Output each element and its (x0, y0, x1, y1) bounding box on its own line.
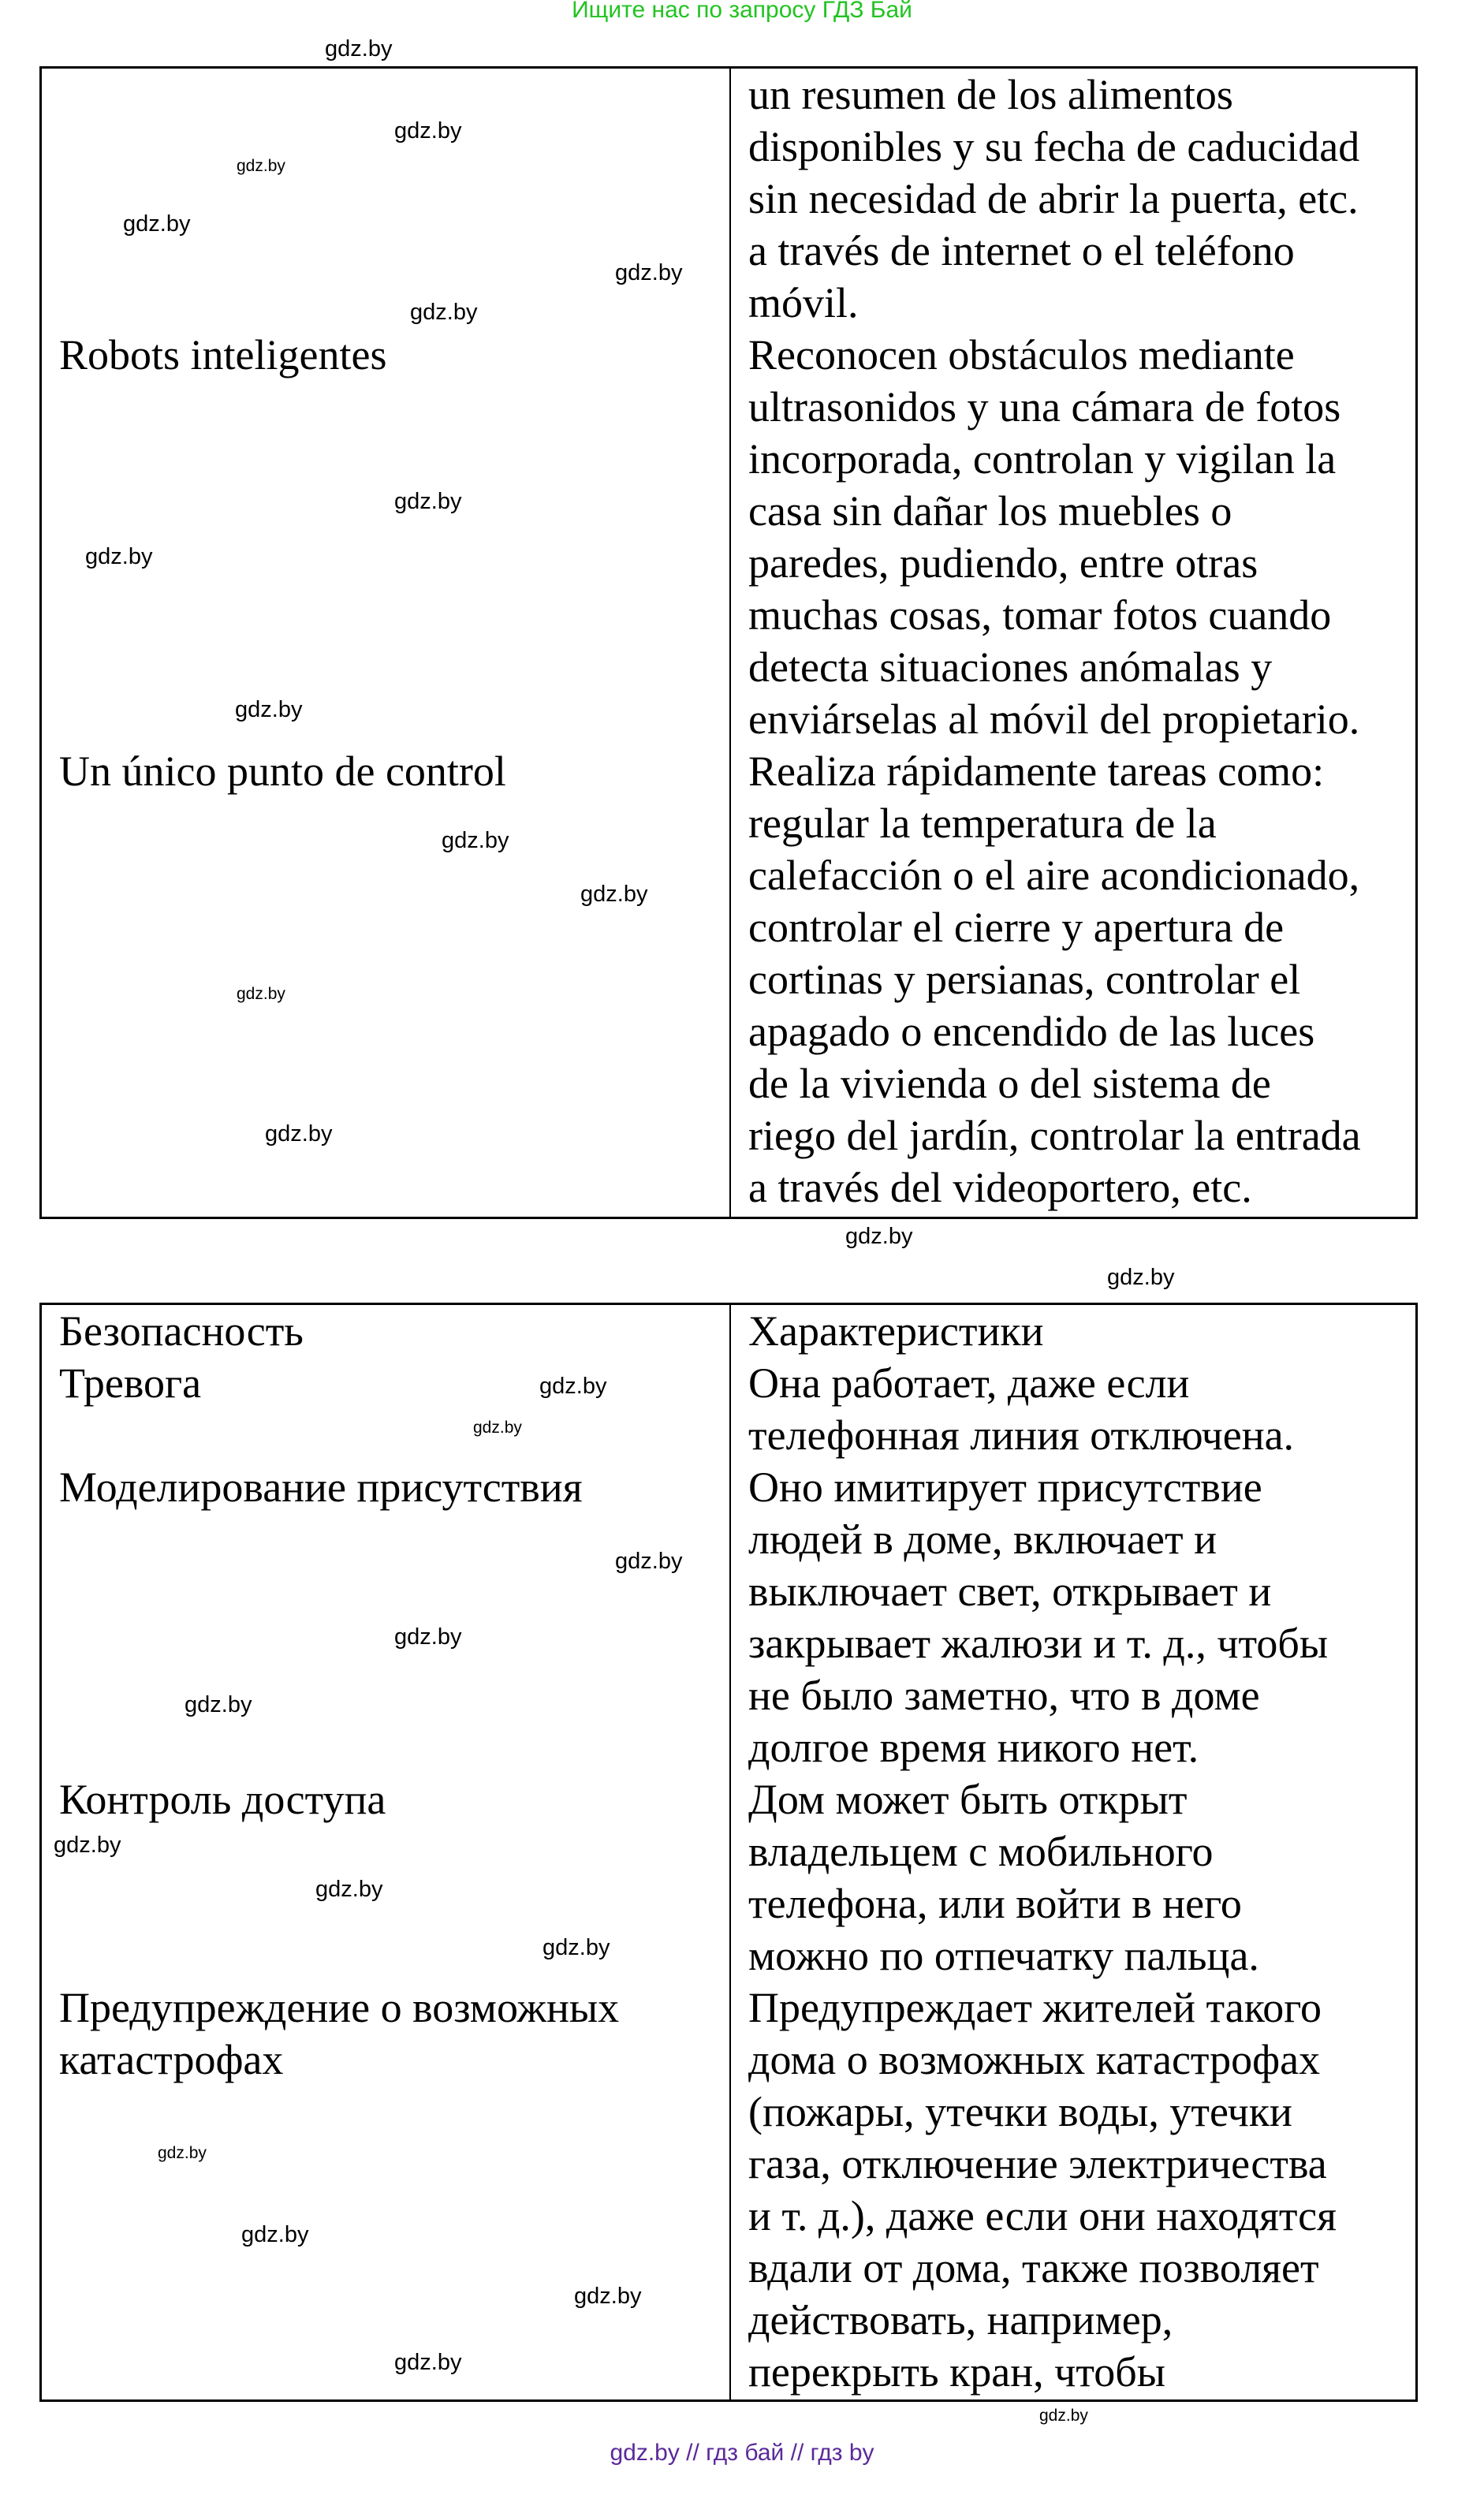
cell-left-line: катастрофах (59, 2036, 284, 2083)
cell-right-line: Характеристики (748, 1307, 1044, 1355)
watermark: gdz.by (265, 1121, 333, 1147)
footer-links[interactable]: gdz.by // гдз бай // гдз by (610, 2440, 874, 2466)
cell-right-line: Оно имитирует присутствие (748, 1464, 1262, 1511)
cell-left-line: Безопасность (59, 1307, 304, 1355)
watermark: gdz.by (615, 260, 683, 285)
watermark: gdz.by (241, 2222, 309, 2247)
cell-right-line: действовать, например, (748, 2296, 1173, 2344)
cell-right-line: людей в доме, включает и (748, 1516, 1217, 1563)
cell-right-line: Дом может быть открыт (748, 1776, 1188, 1823)
cell-right-line: cortinas y persianas, controlar el (748, 956, 1301, 1003)
cell-right-line: casa sin dañar los muebles o (748, 487, 1232, 535)
spanish-features-table (39, 66, 1418, 1219)
watermark: gdz.by (615, 1549, 683, 1574)
watermark: gdz.by (473, 1419, 522, 1437)
watermark: gdz.by (394, 118, 462, 144)
cell-left-line: Un único punto de control (59, 748, 506, 795)
watermark: gdz.by (1107, 1265, 1175, 1290)
cell-right-line: incorporada, controlan y vigilan la (748, 435, 1337, 483)
watermark: gdz.by (394, 1624, 462, 1650)
cell-right-line: de la vivienda o del sistema de (748, 1060, 1271, 1107)
cell-left-line: Тревога (59, 1359, 202, 1407)
cell-right-line: móvil. (748, 279, 859, 326)
cell-left-line: Контроль доступа (59, 1776, 386, 1823)
cell-right-line: Она работает, даже если (748, 1359, 1190, 1407)
cell-right-line: выключает свет, открывает и (748, 1568, 1272, 1615)
cell-right-line: sin necesidad de abrir la puerta, etc. (748, 175, 1359, 222)
watermark: gdz.by (325, 36, 393, 62)
cell-right-line: disponibles y su fecha de caducidad (748, 123, 1360, 170)
watermark: gdz.by (543, 1935, 610, 1960)
column-divider (729, 1305, 731, 2399)
column-divider (729, 69, 731, 1217)
cell-right-line: закрывает жалюзи и т. д., чтобы (748, 1620, 1329, 1667)
cell-right-line: не было заметно, что в доме (748, 1672, 1260, 1719)
cell-right-line: muchas cosas, tomar fotos cuando (748, 591, 1332, 639)
cell-right-line: вдали от дома, также позволяет (748, 2244, 1319, 2291)
cell-right-line: (пожары, утечки воды, утечки (748, 2088, 1292, 2135)
watermark: gdz.by (54, 1833, 121, 1858)
cell-right-line: ultrasonidos y una cámara de fotos (748, 383, 1341, 431)
promo-header: Ищите нас по запросу ГДЗ Бай (572, 0, 912, 23)
watermark: gdz.by (315, 1877, 383, 1902)
cell-right-line: Reconocen obstáculos mediante (748, 331, 1295, 378)
watermark: gdz.by (845, 1224, 913, 1249)
watermark: gdz.by (1039, 2407, 1088, 2425)
watermark: gdz.by (442, 828, 509, 853)
cell-left-line: Предупреждение о возможных (59, 1984, 620, 2031)
cell-right-line: regular la temperatura de la (748, 800, 1217, 847)
cell-right-line: detecta situaciones anómalas y (748, 643, 1273, 691)
cell-right-line: calefacción o el aire acondicionado, (748, 852, 1360, 899)
watermark: gdz.by (237, 157, 285, 175)
cell-right-line: riego del jardín, controlar la entrada (748, 1112, 1361, 1159)
cell-right-line: Предупреждает жителей такого (748, 1984, 1322, 2031)
cell-right-line: и т. д.), даже если они находятся (748, 2192, 1337, 2239)
watermark: gdz.by (574, 2284, 642, 2309)
cell-right-line: дома о возможных катастрофах (748, 2036, 1321, 2083)
cell-right-line: газа, отключение электричества (748, 2140, 1327, 2187)
cell-left-line: Robots inteligentes (59, 331, 387, 378)
cell-right-line: paredes, pudiendo, entre otras (748, 539, 1258, 587)
watermark: gdz.by (235, 697, 303, 722)
watermark: gdz.by (123, 211, 191, 237)
cell-right-line: владельцем с мобильного (748, 1828, 1214, 1875)
watermark: gdz.by (394, 2350, 462, 2375)
cell-right-line: долгое время никого нет. (748, 1724, 1199, 1771)
cell-right-line: a través de internet o el teléfono (748, 227, 1295, 274)
watermark: gdz.by (410, 300, 478, 325)
cell-right-line: Realiza rápidamente tareas como: (748, 748, 1325, 795)
cell-right-line: apagado o encendido de las luces (748, 1008, 1315, 1055)
cell-right-line: un resumen de los alimentos (748, 71, 1233, 118)
cell-right-line: перекрыть кран, чтобы (748, 2348, 1165, 2396)
watermark: gdz.by (394, 489, 462, 514)
cell-right-line: телефонная линия отключена. (748, 1411, 1295, 1459)
cell-right-line: можно по отпечатку пальца. (748, 1932, 1259, 1979)
watermark: gdz.by (539, 1374, 607, 1399)
watermark: gdz.by (237, 985, 285, 1003)
watermark: gdz.by (580, 882, 648, 907)
watermark: gdz.by (85, 544, 153, 569)
watermark: gdz.by (158, 2144, 207, 2162)
watermark: gdz.by (185, 1692, 252, 1717)
cell-right-line: enviárselas al móvil del propietario. (748, 695, 1360, 743)
cell-right-line: a través del videoportero, etc. (748, 1164, 1252, 1211)
cell-left-line: Моделирование присутствия (59, 1464, 583, 1511)
cell-right-line: controlar el cierre y apertura de (748, 904, 1285, 951)
cell-right-line: телефона, или войти в него (748, 1880, 1242, 1927)
